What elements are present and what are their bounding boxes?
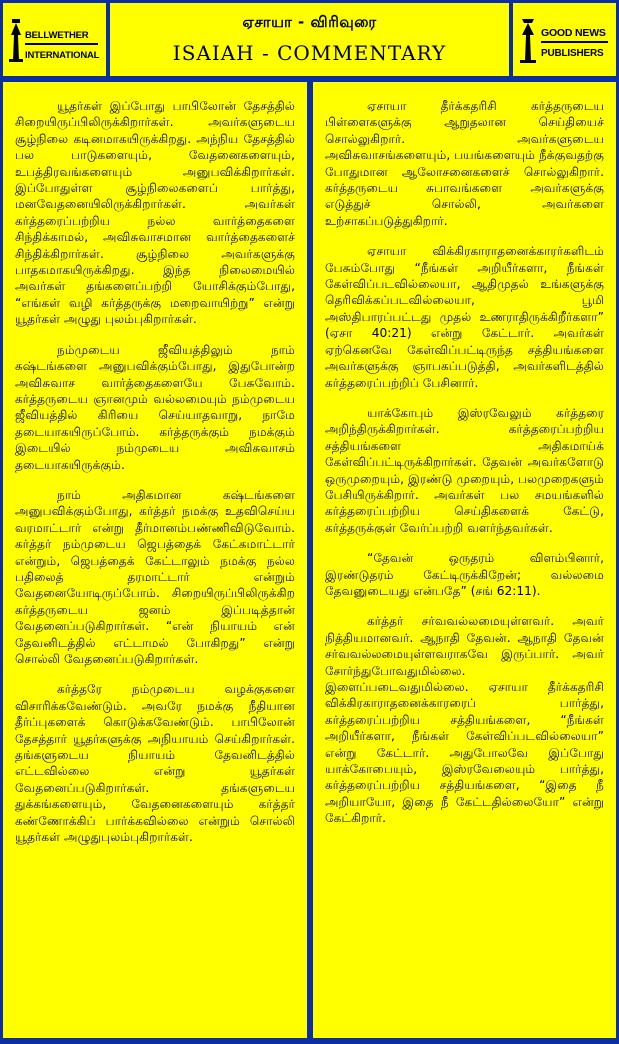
right-paragraph-2: ஏசாயா விக்கிரகாராதனைக்காரர்களிடம் பேசும்போது “நீங்கள் அறியீர்களா, நீங்கள் கேள்விப்படவில்லையா, ஆதிமுதல் உங்களுக்கு தெரிவிக்கப்படவில்லையா, பூமி அஸ்திபாரப்பட்டது முதல் உணராதிருக்கிறீர்களா” (ஏசா 40:21) என்று கேட்டார். அவர்கள் ஏற்கெனவே கேள்விப்பட்டிருந்த சத்தியங்களை அவர்களுக்கு ஞாபகப்படுத்தி, அவர்களிடத்தில் கர்த்தரைப்பற்றிப் பேசினார். (325, 244, 604, 390)
logo-left-rule (25, 43, 98, 45)
header-title-tamil: ஏசாயா - விரிவுரை (242, 13, 377, 31)
logo-right-line2: PUBLISHERS (541, 48, 604, 59)
page-header (110, 3, 509, 76)
left-paragraph-1: யூதர்கள் இப்போது பாபிலோன் தேசத்தில் சிறையிருப்பிலிருக்கிறார்கள். அவர்களுடைய சூழ்நிலை கடினமாகயிருக்கிறது. அந்நிய தேசத்தில் பல பாடுகளையும், வேதனைகளையும், உபத்திரவங்களையும் அனுபவிக்கிறார்கள். இப்போதுள்ள சூழ்நிலைகளைப் பார்த்து, மனவேதனையிலிருக்கிறார்கள். அவர்கள் கர்த்தரைப்பற்றிய நல்ல வார்த்தைகளை சிந்திக்காமல், அவிசுவாசமான வார்த்தைகளைச் சிந்திக்கிறார்கள். சூழ்நிலை அவர்களுக்கு பாதகமாகயிருக்கிறது. இந்த நிலைமையில் அவர்கள் தங்களைப்பற்றி யோசிக்கும்போது, “எங்கள் வழி கர்த்தருக்கு மறைவாயிற்று” என்று யூதர்கள் அழுது புலம்புகிறார்கள். (15, 99, 295, 327)
header-title-english: ISAIAH - COMMENTARY (172, 41, 447, 65)
logo-left-line2: INTERNATIONAL (25, 50, 100, 61)
right-paragraph-5: கர்த்தர் சர்வவல்லமையுள்ளவர். அவர் நித்தியமானவர். ஆநாதி தேவன். ஆநாதி தேவன் சர்வவல்லமையுள்ளவராகவே இருப்பார். அவர் சோர்ந்துபோவதுமில்லை. இளைப்படைவதுமில்லை. ஏசாயா தீர்க்கதரிசி விக்கிரகாராதனைக்காரரைப் பார்த்து, கர்த்தரைப்பற்றிய சத்தியங்களை, “நீங்கள் அறியீர்களா, நீங்கள் கேள்விப்படவில்லையா” என்று கேட்டார். அதுபோலவே இப்போது யாக்கோபையும், இஸ்ரவேலையும் பார்த்து, கர்த்தரைப்பற்றிய சத்தியங்களை, “இதை நீ அறியாயோ, இதை நீ கேட்டதில்லையோ” என்று கேட்கிறார். (325, 614, 604, 826)
left-paragraph-2: நம்முடைய ஜீவியத்திலும் நாம் கஷ்டங்களை அனுபவிக்கும்போது, இதுபோன்ற அவிசுவாச வார்த்தைகளையே பேசுவோம். கர்த்தருடைய ஞானமும் வல்லமையும் நம்முடைய ஜீவியத்தில் கிரியை செய்யாதவாறு, நாமே தடையாகயிருப்போம். கர்த்தருக்கும் நமக்கும் இடையில் நம்முடைய அவிசுவாசம் தடையாகயிருக்கும். (15, 342, 295, 472)
left-paragraph-3: நாம் அதிகமான கஷ்டங்களை அனுபவிக்கும்போது, கர்த்தர் நமக்கு உதவிசெய்ய வரமாட்டார் என்று தீர்மானம்பண்ணிவிடுவோம். கர்த்தர் நம்முடைய ஜெபத்தைக் கேட்கமாட்டார் என்றும், ஜெபத்தைக் கேட்டாலும் நமக்கு நல்ல பதிலைத் தரமாட்டார் என்றும் வேதனையோடிருப்போம். சிறையிருப்பிலிருக்கிற கர்த்தருடைய ஜனம் இப்படித்தான் வேதனைப்படுகிறார்கள். “என் நியாயம் என் தேவனிடத்தில் எட்டாமல் போகிறது” என்று சொல்லி வேதனைப்படுகிறார்கள். (15, 487, 295, 666)
logo-left-line1: BELLWETHER (25, 30, 89, 41)
lamp-figure-icon (519, 17, 537, 65)
logo-right-rule (541, 41, 608, 43)
right-paragraph-3: யாக்கோபும் இஸ்ரவேலும் கர்த்தரை அறிந்திருக்கிறார்கள். கர்த்தரைப்பற்றிய சத்தியங்களை அதிகமாய்க் கேள்விப்பட்டிருக்கிறார்கள். தேவன் அவர்களோடு ஒருமுறையும், இரண்டு முறையும், பலமுறைகளும் பேசியிருக்கிறார். அவர்கள் பல சமயங்களில் கர்த்தரைப்பற்றிய செய்திகளைக் கேட்டு, கர்த்தருக்குள் வேர்ப்பற்றி வளர்ந்தவர்கள். (325, 405, 604, 535)
left-column (3, 82, 307, 1038)
lamp-figure-icon (9, 17, 23, 63)
right-paragraph-4: “தேவன் ஒருதரம் விளம்பினார், இரண்டுதரம் கேட்டிருக்கிறேன்; வல்லமை தேவனுடையது என்பதே” (சங் 62:11). (325, 551, 604, 598)
logo-right-line1: GOOD NEWS (541, 27, 606, 39)
logo-bellwether (3, 3, 106, 76)
logo-good-news (513, 3, 616, 76)
left-paragraph-4: கர்த்தரே நம்முடைய வழக்குகளை விசாரிக்கவேண்டும். அவரே நமக்கு நீதியான தீர்ப்புகளைக் கொடுக்கவேண்டும். பாபிலோன் தேசத்தார் யூதர்களுக்கு அநியாயம் செய்கிறார்கள். தங்களுடைய நியாயம் தேவனிடத்தில் எட்டவில்லை என்று யூதர்கள் வேதனைப்படுகிறார்கள். தங்களுடைய துக்கங்களையும், வேதனைகளையும் கர்த்தர் கண்ணோக்கிப் பார்க்கவில்லை என்றும் சொல்லி யூதர்கள் அழுதுபுலம்புகிறார்கள். (15, 682, 295, 845)
right-column (313, 82, 616, 1038)
right-paragraph-1: ஏசாயா தீர்க்கதரிசி கர்த்தருடைய பிள்ளைகளுக்கு ஆறுதலான செய்தியைச் சொல்லுகிறார். அவர்களுடைய அவிசுவாசங்களையும், பயங்களையும் நீக்குவதற்கு போதுமான ஆலோசனைகளைச் சொல்லுகிறார். கர்த்தருடைய சுபாவங்களை அவர்களுக்கு எடுத்துச் சொல்லி, அவர்களை உற்சாகப்படுத்துகிறார். (325, 99, 604, 228)
